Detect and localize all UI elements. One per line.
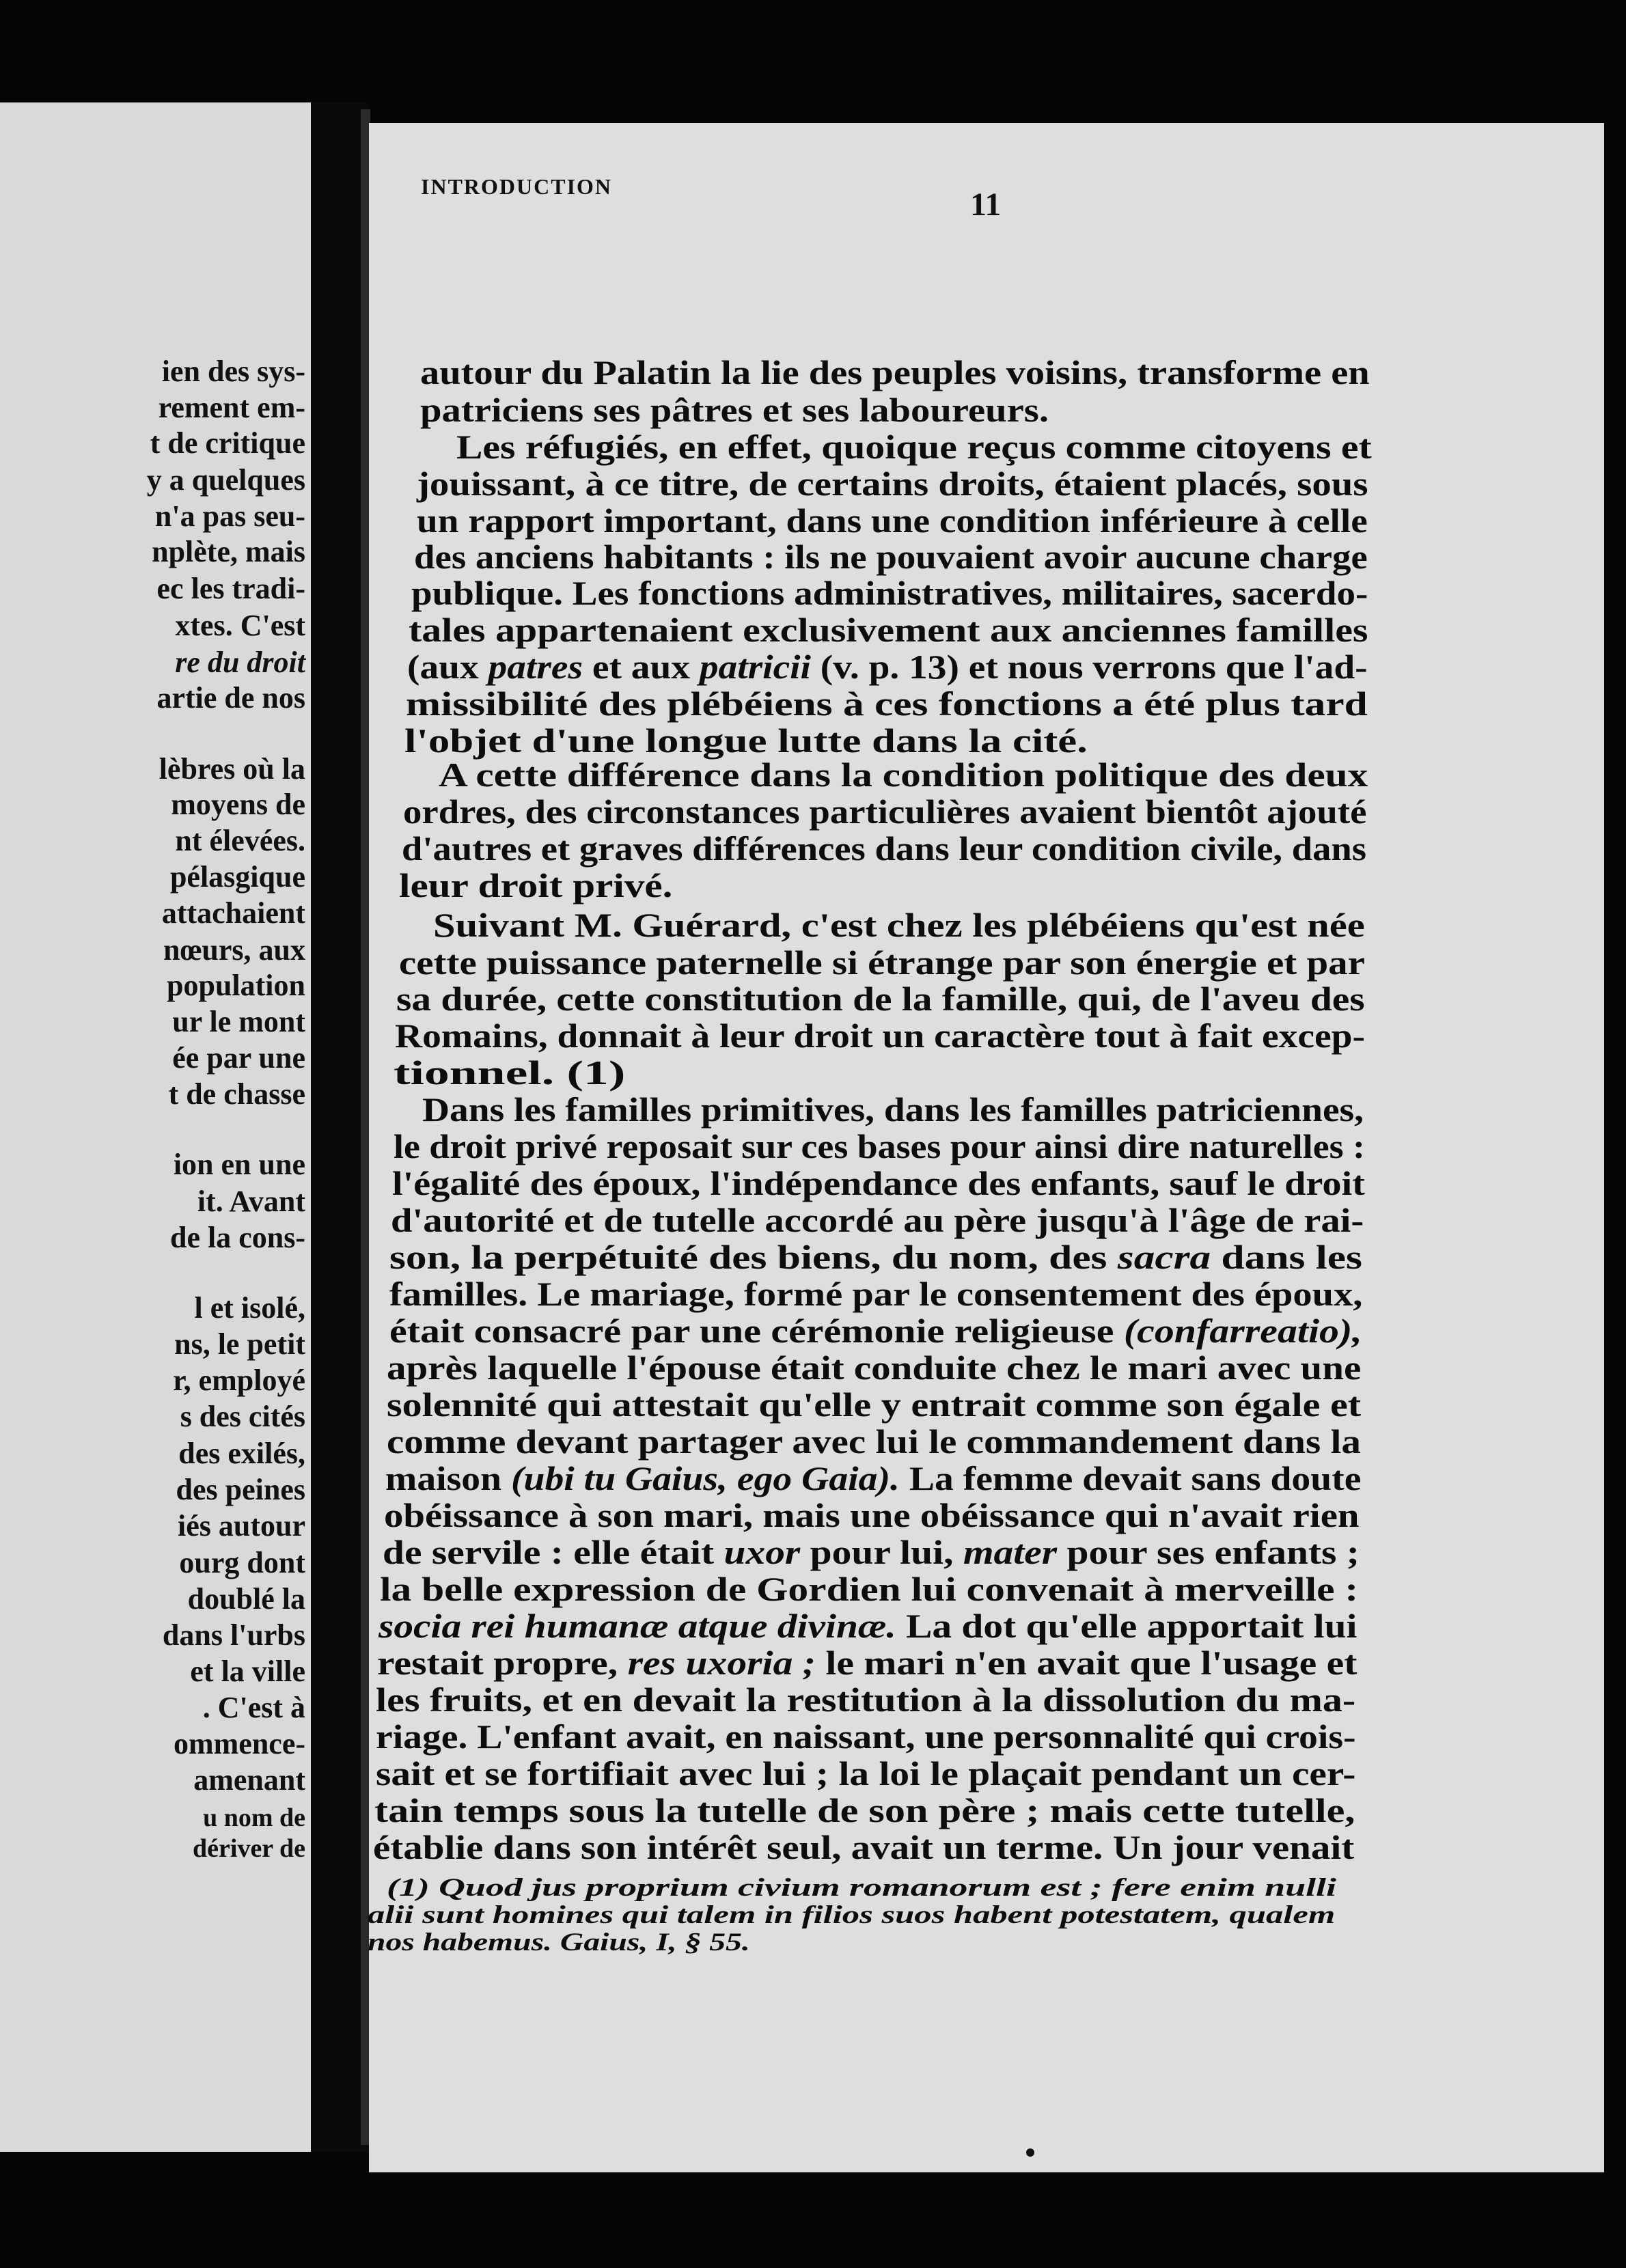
ink-dot [1026,2148,1034,2157]
previous-page-line: u nom de [203,1803,305,1832]
text-line: tales appartenaient exclusivement aux anciennes familles [409,611,1368,649]
previous-page-line: . C'est à [202,1691,305,1724]
previous-page-line: re du droit [175,646,305,679]
previous-page-line: ommence- [173,1727,305,1760]
previous-page-line: t de chasse [168,1077,305,1111]
text-line: d'autorité et de tutelle accordé au père jusqu'à l'âge de rai- [391,1201,1364,1239]
text-line: solennité qui attestait qu'elle y entrait comme son égale et [387,1385,1362,1424]
footnote-line: nos habemus. Gaius, I, § 55. [368,1928,750,1956]
previous-page-line: des exilés, [178,1437,305,1470]
text-line: de servile : elle était uxor pour lui, mater pour ses enfants ; [383,1533,1360,1571]
previous-page-line: nt élevées. [175,824,305,857]
previous-page-line: population [167,969,305,1002]
text-line: familles. Le mariage, formé par le consentement des époux, [389,1275,1363,1313]
text-line: tain temps sous la tutelle de son père ; mais cette tutelle, [374,1791,1355,1829]
previous-page-line: dans l'urbs [162,1618,305,1652]
text-line: patriciens ses pâtres et ses laboureurs. [420,391,1049,429]
text-line: des anciens habitants : ils ne pouvaient avoir aucune charge [414,538,1368,576]
previous-page-line: l et isolé, [194,1291,305,1325]
text-line: publique. Les fonctions administratives, militaires, sacerdo- [411,574,1368,612]
text-line: Romains, donnait à leur droit un caractère tout à fait excep- [395,1017,1366,1055]
previous-page-line: attachaient [161,896,305,930]
text-line: tionnel. (1) [394,1053,626,1092]
text-line: un rapport important, dans une condition inférieure à celle [417,501,1368,540]
previous-page-line: nplète, mais [152,535,305,568]
previous-page-line: pélasgique [169,860,305,894]
running-head: INTRODUCTION [421,174,613,199]
previous-page-line: lèbres où la [159,752,305,786]
text-line: ordres, des circonstances particulières avaient bientôt ajouté [403,792,1367,831]
text-line: Suivant M. Guérard, c'est chez les plébéiens qu'est née [433,906,1365,944]
previous-page-line: iés autour [178,1509,305,1543]
text-line: obéissance à son mari, mais une obéissance qui n'avait rien [384,1496,1360,1534]
previous-page-line: nœurs, aux [163,933,305,967]
previous-page-line: it. Avant [197,1185,305,1218]
text-line: (aux patres et aux patricii (v. p. 13) et nous verrons que l'ad- [407,648,1368,686]
text-line: Dans les familles primitives, dans les familles patriciennes, [422,1090,1364,1129]
previous-page-line: ur le mont [172,1005,305,1038]
text-line: d'autres et graves différences dans leur condition civile, dans [402,829,1367,868]
previous-page-line: s des cités [180,1400,305,1433]
previous-page-line: y a quelques [146,463,305,497]
text-line: riage. L'enfant avait, en naissant, une personnalité qui crois- [376,1717,1356,1756]
text-line: comme devant partager avec lui le commandement dans la [387,1422,1361,1461]
previous-page-line: t de critique [150,426,305,460]
previous-page-line: xtes. C'est [175,609,305,642]
text-line: les fruits, et en devait la restitution à la dissolution du ma- [376,1681,1356,1719]
previous-page-line: amenant [193,1763,305,1797]
previous-page-line: artie de nos [156,681,305,715]
text-line: le droit privé reposait sur ces bases pour ainsi dire naturelles : [394,1127,1365,1165]
text-line: établie dans son intérêt seul, avait un terme. Un jour venait [373,1828,1355,1866]
previous-page-line: ns, le petit [174,1327,305,1361]
previous-page-line: ion en une [173,1148,305,1181]
footnote-line: alii sunt homines qui talem in filios suos habent potestatem, qualem [368,1901,1336,1929]
text-line: la belle expression de Gordien lui convenait à merveille : [380,1570,1359,1608]
text-line: était consacré par une cérémonie religieuse (confarreatio), [389,1312,1362,1350]
previous-page-line: dériver de [193,1834,305,1863]
text-line: jouissant, à ce titre, de certains droits, étaient placés, sous [417,465,1368,503]
previous-page-line: r, employé [173,1364,305,1397]
text-line: autour du Palatin la lie des peuples voisins, transforme en [420,353,1370,391]
text-line: maison (ubi tu Gaius, ego Gaia). La femme devait sans doute [385,1459,1362,1497]
text-line: cette puissance paternelle si étrange par son énergie et par [399,943,1365,982]
previous-page-line: ien des sys- [161,355,305,388]
text-line: Les réfugiés, en effet, quoique reçus comme citoyens et [456,428,1372,466]
text-line: leur droit privé. [399,866,673,904]
previous-page-line: moyens de [171,788,305,821]
previous-page-line: de la cons- [170,1221,305,1254]
previous-page-fragment [0,102,311,2152]
text-line: sait et se fortifiait avec lui ; la loi le plaçait pendant un cer- [376,1754,1356,1793]
text-line: socia rei humanæ atque divinæ. La dot qu'elle apportait lui [378,1607,1358,1645]
text-line: missibilité des plébéiens à ces fonctions a été plus tard [406,684,1368,723]
text-line: après laquelle l'épouse était conduite chez le mari avec une [387,1349,1362,1387]
text-line: son, la perpétuité des biens, du nom, des sacra dans les [389,1238,1362,1276]
text-line: restait propre, res uxoria ; le mari n'en avait que l'usage et [377,1644,1358,1682]
previous-page-line: des peines [176,1473,305,1506]
previous-page-line: ec les tradi- [156,572,305,605]
previous-page-line: et la ville [190,1655,305,1688]
page-number: 11 [970,186,1002,223]
footnote-line: (1) Quod jus proprium civium romanorum est ; fere enim nulli [387,1874,1336,1902]
text-line: A cette différence dans la condition politique des deux [439,756,1368,794]
previous-page-line: doublé la [187,1582,305,1616]
text-line: l'égalité des époux, l'indépendance des enfants, sauf le droit [392,1164,1365,1202]
previous-page-line: ourg dont [179,1546,305,1579]
text-line: l'objet d'une longue lutte dans la cité. [404,721,1088,760]
previous-page-line: rement em- [158,391,305,424]
text-line: sa durée, cette constitution de la famille, qui, de l'aveu des [396,980,1365,1018]
previous-page-line: n'a pas seu- [154,499,305,533]
previous-page-line: ée par une [172,1041,305,1075]
